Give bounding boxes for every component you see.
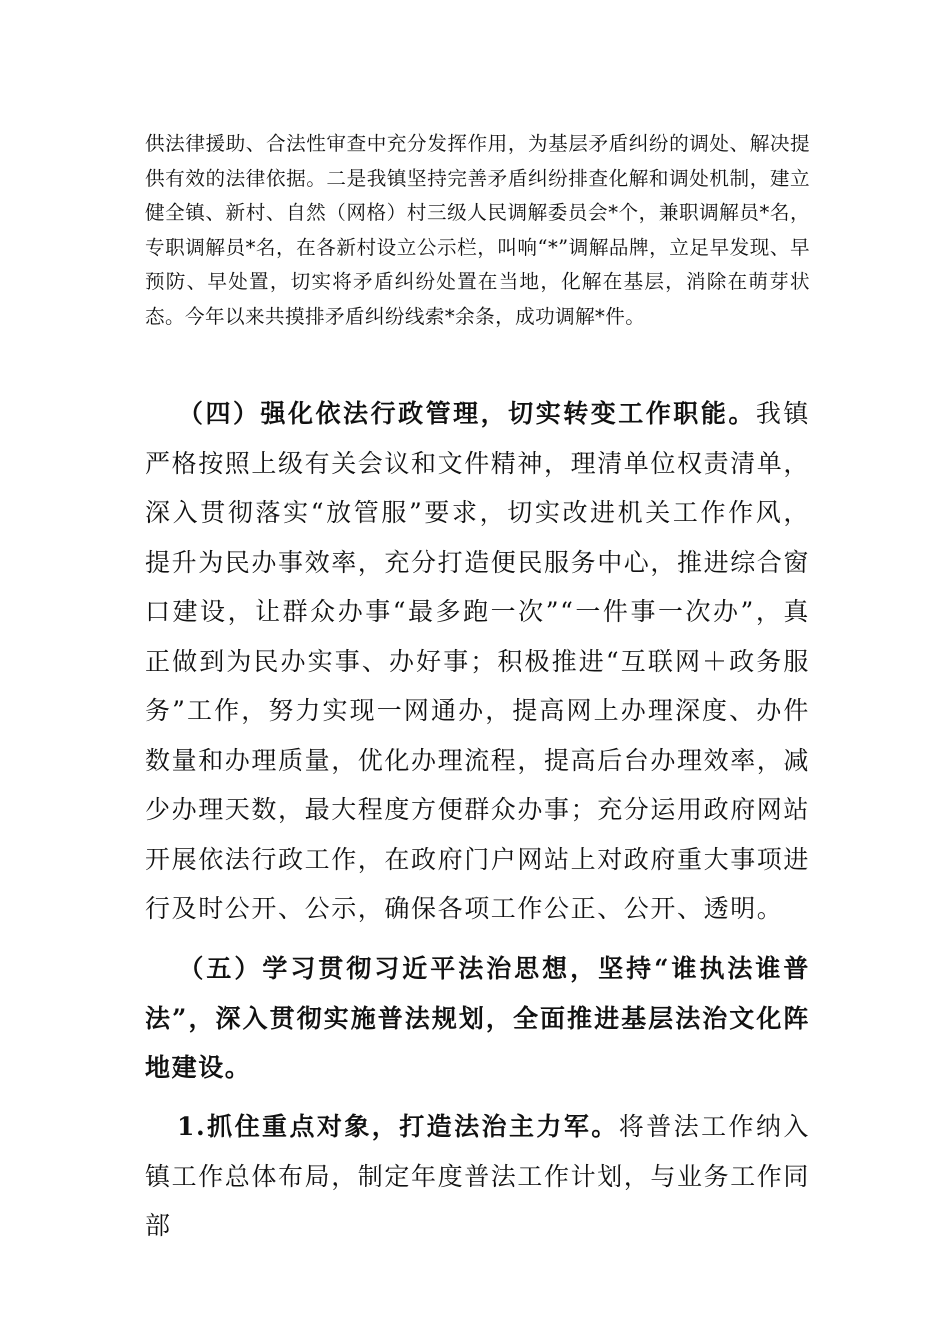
section-four-heading: （四）强化依法行政管理，切实转变工作职能。 [177, 399, 756, 428]
section-five-heading [145, 944, 810, 1093]
section-four-body: 我镇严格按照上级有关会议和文件精神，理清单位权责清单，深入贯彻落实“放管服”要求，切实改进机关工作作风，提升为民办事效率，充分打造便民服务中心，推进综合窗口建设，让群众办事“最多跑一次”“一件事一次办”，真正做到为民办实事、办好事；积极推进“互联网＋政务服务”工作，努力实现一网通办，提高网上办理深度、办件数量和办理质量，优化办理流程，提高后台办理效率，减少办理天数，最大程度方便群众办事；充分运用政府网站开展依法行政工作，在政府门户网站上对政府重大事项进行及时公开、公示，确保各项工作公正、公开、透明。 [145, 399, 811, 923]
item-one-heading: 1.抓住重点对象，打造法治主力军。 [177, 1112, 619, 1141]
item-one-paragraph [145, 1102, 810, 1251]
item-one-body: 将普法工作纳入镇工作总体布局，制定年度普法工作计划，与业务工作同部 [145, 1112, 811, 1240]
paragraph-continuation: 供法律援助、合法性审查中充分发挥作用，为基层矛盾纠纷的调处、解决提供有效的法律依据。二是我镇坚持完善矛盾纠纷排查化解和调处机制，建立健全镇、新村、自然（网格）村三级人民调解委员会*个，兼职调解员*名，专职调解员*名，在各新村设立公示栏，叫响“*”调解品牌，立足早发现、早预防、早处置，切实将矛盾纠纷处置在当地，化解在基层，消除在萌芽状态。今年以来共摸排矛盾纠纷线索*余条，成功调解*件。 [145, 132, 810, 328]
section-five-heading-text: （五）学习贯彻习近平法治思想，坚持“谁执法谁普法”，深入贯彻实施普法规划，全面推进基层法治文化阵地建设。 [145, 954, 810, 1082]
section-four-paragraph [145, 389, 810, 934]
